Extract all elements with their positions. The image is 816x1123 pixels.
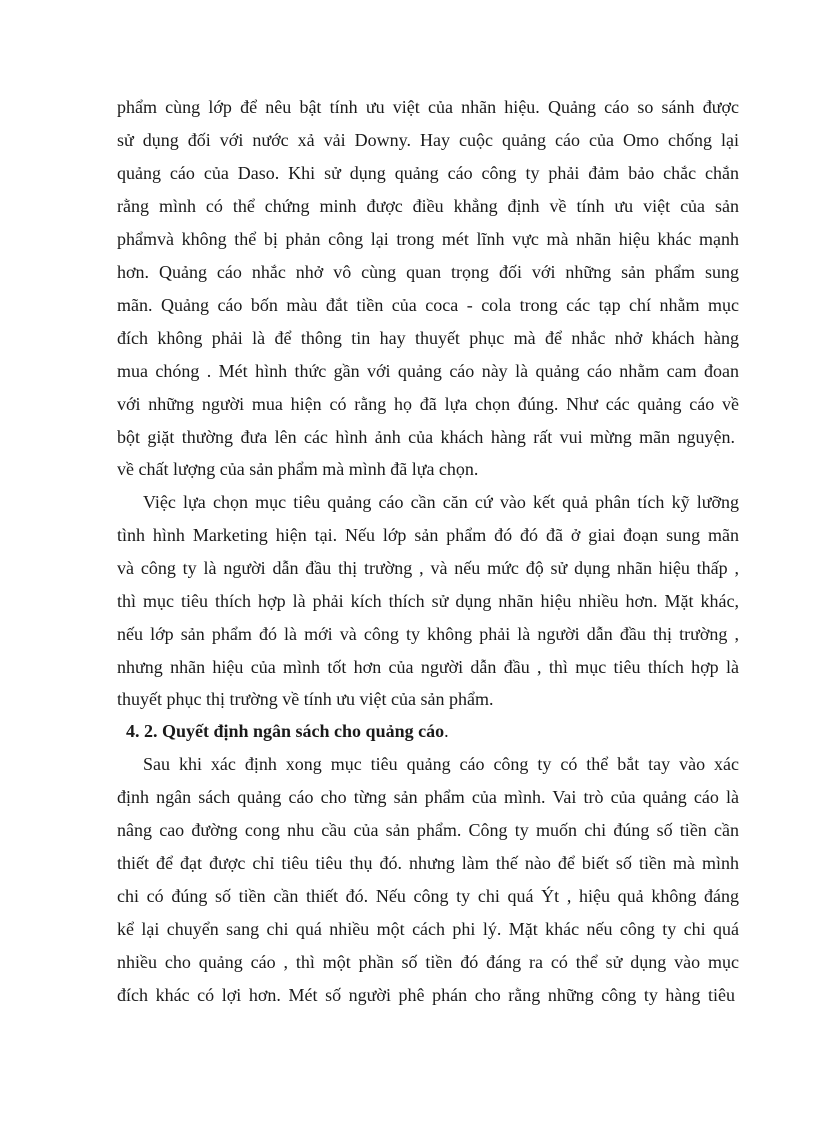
- paragraph-line: tình hình Marketing hiện tại. Nếu lớp sản phẩm đó đó đã ở giai đoạn sung mãn: [117, 525, 739, 545]
- paragraph-line: phẩmvà không thể bị phản công lại trong mét lĩnh vực mà nhãn hiệu khác mạnh: [117, 229, 739, 249]
- paragraph-line: quảng cáo của Daso. Khi sử dụng quảng cáo công ty phải đảm bảo chắc chắn: [117, 163, 739, 183]
- paragraph-line: định ngân sách quảng cáo cho từng sản phẩm của mình. Vai trò của quảng cáo là: [117, 787, 739, 807]
- section-title-period: .: [444, 721, 449, 741]
- paragraph-line: về chất lượng của sản phẩm mà mình đã lựa chọn.: [117, 459, 479, 479]
- paragraph-line: Việc lựa chọn mục tiêu quảng cáo cần căn cứ vào kết quả phân tích kỹ lưỡng: [143, 492, 739, 512]
- paragraph-line: thì mục tiêu thích hợp là phải kích thích sử dụng nhãn hiệu nhiều hơn. Mặt khác,: [117, 591, 739, 611]
- paragraph-line: mãn. Quảng cáo bốn màu đắt tiền của coca - cola trong các tạp chí nhằm mục: [117, 295, 739, 315]
- paragraph-line: hơn. Quảng cáo nhắc nhở vô cùng quan trọng đối với những sản phẩm sung: [117, 262, 739, 282]
- paragraph-line: và công ty là người dẫn đầu thị trường , và nếu mức độ sử dụng nhãn hiệu thấp ,: [117, 558, 739, 578]
- paragraph-line: bột giặt thường đưa lên các hình ảnh của khách hàng rất vui mừng mãn nguyện.: [117, 427, 735, 447]
- section-title: Quyết định ngân sách cho quảng cáo: [157, 721, 445, 741]
- paragraph-line: Sau khi xác định xong mục tiêu quảng cáo công ty có thể bắt tay vào xác: [143, 754, 739, 774]
- paragraph-line: nâng cao đường cong nhu cầu của sản phẩm. Công ty muốn chi đúng số tiền cần: [117, 820, 739, 840]
- paragraph-line: với những người mua hiện có rằng họ đã lựa chọn đúng. Như các quảng cáo về: [117, 394, 739, 414]
- paragraph-line: phẩm cùng lớp để nêu bật tính ưu việt của nhãn hiệu. Quảng cáo so sánh được: [117, 97, 739, 117]
- paragraph-line: chi có đúng số tiền cần thiết đó. Nếu công ty chi quá Ýt , hiệu quả không đáng: [117, 886, 739, 906]
- paragraph-line: rằng mình có thể chứng minh được điều khẳng định về tính ưu việt của sản: [117, 196, 739, 216]
- paragraph-line: đích khác có lợi hơn. Mét số người phê phán cho rằng những công ty hàng tiêu: [117, 985, 735, 1005]
- section-number: 4. 2.: [126, 721, 158, 741]
- paragraph-line: nhưng nhãn hiệu của mình tốt hơn của người dẫn đầu , thì mục tiêu thích hợp là: [117, 657, 739, 677]
- paragraph-line: đích không phải là để thông tin hay thuyết phục mà để nhắc nhở khách hàng: [117, 328, 739, 348]
- paragraph-line: sử dụng đối với nước xả vải Downy. Hay cuộc quảng cáo của Omo chống lại: [117, 130, 739, 150]
- section-heading: [126, 721, 449, 741]
- paragraph-line: mua chóng . Mét hình thức gần với quảng cáo này là quảng cáo nhằm cam đoan: [117, 361, 739, 381]
- paragraph-line: thiết để đạt được chỉ tiêu tiêu thụ đó. nhưng làm thế nào để biết số tiền mà mình: [117, 853, 739, 873]
- paragraph-line: nếu lớp sản phẩm đó là mới và công ty không phải là người dẫn đầu thị trường ,: [117, 624, 739, 644]
- paragraph-line: nhiều cho quảng cáo , thì một phần số tiền đó đáng ra có thể sử dụng vào mục: [117, 952, 739, 972]
- paragraph-line: thuyết phục thị trường về tính ưu việt của sản phẩm.: [117, 689, 494, 709]
- paragraph-line: kể lại chuyển sang chi quá nhiều một cách phi lý. Mặt khác nếu công ty chi quá: [117, 919, 739, 939]
